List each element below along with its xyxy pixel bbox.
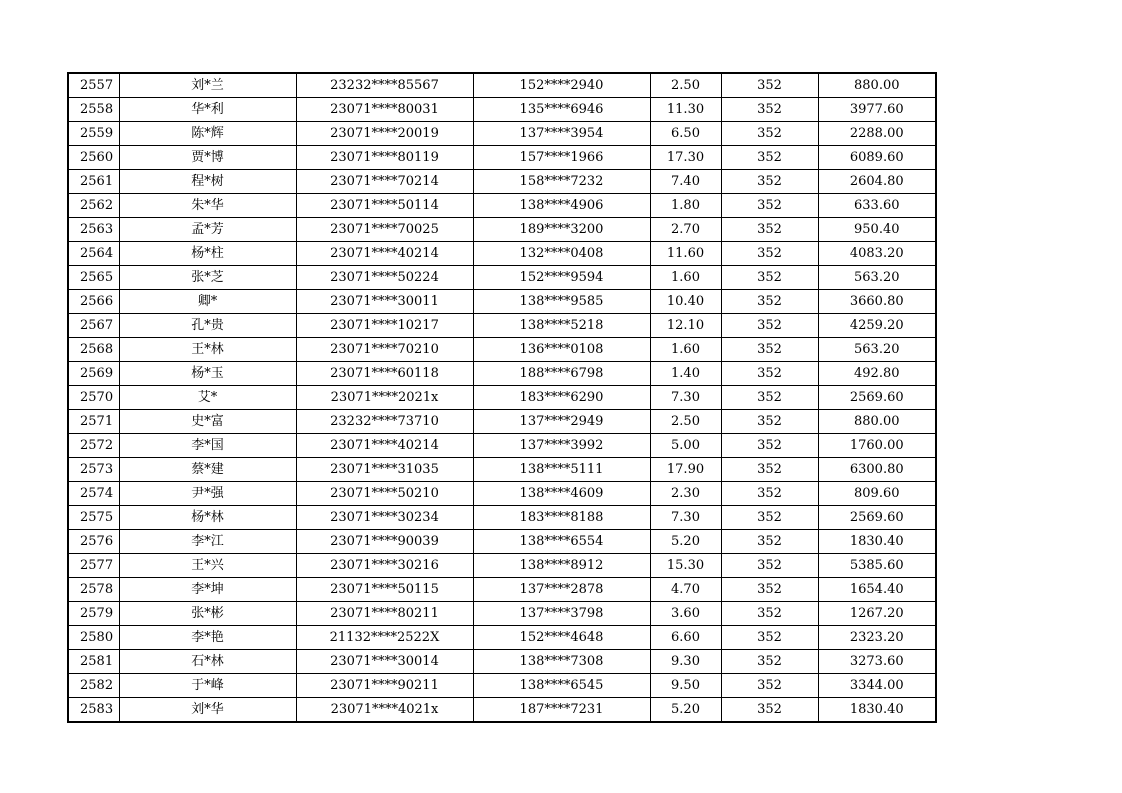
id-number-cell: 23071****90039 (296, 530, 473, 554)
unit-price-cell: 352 (721, 122, 818, 146)
row-number-cell: 2581 (68, 650, 119, 674)
quantity-cell: 5.20 (650, 530, 721, 554)
amount-cell: 2604.80 (818, 170, 936, 194)
row-number-cell: 2575 (68, 506, 119, 530)
row-number-cell: 2574 (68, 482, 119, 506)
unit-price-cell: 352 (721, 73, 818, 98)
row-number-cell: 2558 (68, 98, 119, 122)
row-number-cell: 2564 (68, 242, 119, 266)
table-row (68, 602, 936, 626)
id-number-cell: 23232****73710 (296, 410, 473, 434)
quantity-cell: 1.60 (650, 338, 721, 362)
name-cell: 李*国 (119, 434, 296, 458)
unit-price-cell: 352 (721, 482, 818, 506)
name-cell: 王*林 (119, 338, 296, 362)
unit-price-cell: 352 (721, 242, 818, 266)
table-row (68, 314, 936, 338)
unit-price-cell: 352 (721, 650, 818, 674)
quantity-cell: 17.90 (650, 458, 721, 482)
amount-cell: 3977.60 (818, 98, 936, 122)
id-number-cell: 23071****70214 (296, 170, 473, 194)
phone-cell: 137****3798 (473, 602, 650, 626)
table-row (68, 290, 936, 314)
quantity-cell: 15.30 (650, 554, 721, 578)
table-row (68, 458, 936, 482)
table-row (68, 194, 936, 218)
name-cell: 蔡*建 (119, 458, 296, 482)
id-number-cell: 23071****10217 (296, 314, 473, 338)
id-number-cell: 23071****30234 (296, 506, 473, 530)
unit-price-cell: 352 (721, 98, 818, 122)
id-number-cell: 23071****2021x (296, 386, 473, 410)
amount-cell: 6089.60 (818, 146, 936, 170)
row-number-cell: 2578 (68, 578, 119, 602)
row-number-cell: 2576 (68, 530, 119, 554)
phone-cell: 138****4609 (473, 482, 650, 506)
table-row (68, 410, 936, 434)
id-number-cell: 23071****80119 (296, 146, 473, 170)
amount-cell: 3273.60 (818, 650, 936, 674)
amount-cell: 563.20 (818, 266, 936, 290)
id-number-cell: 23071****70210 (296, 338, 473, 362)
id-number-cell: 23071****50210 (296, 482, 473, 506)
table-row (68, 146, 936, 170)
name-cell: 华*利 (119, 98, 296, 122)
id-number-cell: 23071****90211 (296, 674, 473, 698)
quantity-cell: 2.70 (650, 218, 721, 242)
name-cell: 杨*林 (119, 506, 296, 530)
row-number-cell: 2561 (68, 170, 119, 194)
unit-price-cell: 352 (721, 170, 818, 194)
unit-price-cell: 352 (721, 458, 818, 482)
name-cell: 李*坤 (119, 578, 296, 602)
phone-cell: 138****5218 (473, 314, 650, 338)
unit-price-cell: 352 (721, 146, 818, 170)
name-cell: 李*艳 (119, 626, 296, 650)
name-cell: 杨*柱 (119, 242, 296, 266)
quantity-cell: 11.60 (650, 242, 721, 266)
id-number-cell: 23071****80031 (296, 98, 473, 122)
phone-cell: 138****6554 (473, 530, 650, 554)
row-number-cell: 2571 (68, 410, 119, 434)
amount-cell: 1654.40 (818, 578, 936, 602)
name-cell: 尹*强 (119, 482, 296, 506)
amount-cell: 4259.20 (818, 314, 936, 338)
amount-cell: 1830.40 (818, 698, 936, 723)
quantity-cell: 12.10 (650, 314, 721, 338)
table-row (68, 530, 936, 554)
quantity-cell: 10.40 (650, 290, 721, 314)
name-cell: 朱*华 (119, 194, 296, 218)
quantity-cell: 9.30 (650, 650, 721, 674)
phone-cell: 183****6290 (473, 386, 650, 410)
phone-cell: 187****7231 (473, 698, 650, 723)
unit-price-cell: 352 (721, 218, 818, 242)
amount-cell: 492.80 (818, 362, 936, 386)
amount-cell: 3344.00 (818, 674, 936, 698)
id-number-cell: 21132****2522X (296, 626, 473, 650)
amount-cell: 5385.60 (818, 554, 936, 578)
table-row (68, 506, 936, 530)
id-number-cell: 23071****40214 (296, 242, 473, 266)
row-number-cell: 2583 (68, 698, 119, 723)
quantity-cell: 5.20 (650, 698, 721, 723)
unit-price-cell: 352 (721, 554, 818, 578)
amount-cell: 3660.80 (818, 290, 936, 314)
table-row (68, 266, 936, 290)
row-number-cell: 2567 (68, 314, 119, 338)
row-number-cell: 2566 (68, 290, 119, 314)
quantity-cell: 3.60 (650, 602, 721, 626)
amount-cell: 880.00 (818, 73, 936, 98)
quantity-cell: 11.30 (650, 98, 721, 122)
name-cell: 贾*博 (119, 146, 296, 170)
row-number-cell: 2580 (68, 626, 119, 650)
id-number-cell: 23071****50114 (296, 194, 473, 218)
phone-cell: 137****2878 (473, 578, 650, 602)
table-row (68, 626, 936, 650)
phone-cell: 189****3200 (473, 218, 650, 242)
amount-cell: 2569.60 (818, 386, 936, 410)
id-number-cell: 23071****30014 (296, 650, 473, 674)
phone-cell: 137****2949 (473, 410, 650, 434)
table-row (68, 218, 936, 242)
id-number-cell: 23071****50224 (296, 266, 473, 290)
amount-cell: 4083.20 (818, 242, 936, 266)
phone-cell: 157****1966 (473, 146, 650, 170)
row-number-cell: 2568 (68, 338, 119, 362)
amount-cell: 880.00 (818, 410, 936, 434)
phone-cell: 152****9594 (473, 266, 650, 290)
quantity-cell: 1.40 (650, 362, 721, 386)
id-number-cell: 23071****50115 (296, 578, 473, 602)
row-number-cell: 2577 (68, 554, 119, 578)
table-row (68, 650, 936, 674)
name-cell: 刘*华 (119, 698, 296, 723)
quantity-cell: 1.60 (650, 266, 721, 290)
name-cell: 张*芝 (119, 266, 296, 290)
amount-cell: 2323.20 (818, 626, 936, 650)
unit-price-cell: 352 (721, 314, 818, 338)
row-number-cell: 2569 (68, 362, 119, 386)
name-cell: 艾* (119, 386, 296, 410)
quantity-cell: 6.60 (650, 626, 721, 650)
name-cell: 李*江 (119, 530, 296, 554)
phone-cell: 138****8912 (473, 554, 650, 578)
quantity-cell: 7.40 (650, 170, 721, 194)
phone-cell: 158****7232 (473, 170, 650, 194)
unit-price-cell: 352 (721, 290, 818, 314)
row-number-cell: 2562 (68, 194, 119, 218)
amount-cell: 633.60 (818, 194, 936, 218)
id-number-cell: 23071****80211 (296, 602, 473, 626)
table-row (68, 434, 936, 458)
row-number-cell: 2559 (68, 122, 119, 146)
unit-price-cell: 352 (721, 194, 818, 218)
table-row (68, 170, 936, 194)
unit-price-cell: 352 (721, 338, 818, 362)
unit-price-cell: 352 (721, 434, 818, 458)
id-number-cell: 23071****30011 (296, 290, 473, 314)
table-row (68, 482, 936, 506)
name-cell: 于*峰 (119, 674, 296, 698)
phone-cell: 135****6946 (473, 98, 650, 122)
table-row (68, 362, 936, 386)
row-number-cell: 2563 (68, 218, 119, 242)
table-row (68, 73, 936, 98)
id-number-cell: 23071****30216 (296, 554, 473, 578)
row-number-cell: 2579 (68, 602, 119, 626)
amount-cell: 2569.60 (818, 506, 936, 530)
unit-price-cell: 352 (721, 506, 818, 530)
name-cell: 刘*兰 (119, 73, 296, 98)
phone-cell: 137****3954 (473, 122, 650, 146)
phone-cell: 138****7308 (473, 650, 650, 674)
row-number-cell: 2582 (68, 674, 119, 698)
name-cell: 张*彬 (119, 602, 296, 626)
amount-cell: 1267.20 (818, 602, 936, 626)
id-number-cell: 23232****85567 (296, 73, 473, 98)
table-row (68, 242, 936, 266)
name-cell: 石*林 (119, 650, 296, 674)
row-number-cell: 2560 (68, 146, 119, 170)
unit-price-cell: 352 (721, 410, 818, 434)
data-table (67, 72, 937, 723)
unit-price-cell: 352 (721, 578, 818, 602)
id-number-cell: 23071****20019 (296, 122, 473, 146)
row-number-cell: 2557 (68, 73, 119, 98)
table-row (68, 674, 936, 698)
unit-price-cell: 352 (721, 698, 818, 723)
name-cell: 史*富 (119, 410, 296, 434)
phone-cell: 137****3992 (473, 434, 650, 458)
phone-cell: 132****0408 (473, 242, 650, 266)
id-number-cell: 23071****4021x (296, 698, 473, 723)
table-body (68, 73, 936, 722)
table-row (68, 122, 936, 146)
name-cell: 孔*贵 (119, 314, 296, 338)
table-row (68, 554, 936, 578)
phone-cell: 138****5111 (473, 458, 650, 482)
quantity-cell: 4.70 (650, 578, 721, 602)
amount-cell: 2288.00 (818, 122, 936, 146)
table-row (68, 578, 936, 602)
table-row (68, 698, 936, 723)
amount-cell: 950.40 (818, 218, 936, 242)
amount-cell: 6300.80 (818, 458, 936, 482)
quantity-cell: 1.80 (650, 194, 721, 218)
name-cell: 杨*玉 (119, 362, 296, 386)
table-row (68, 338, 936, 362)
quantity-cell: 17.30 (650, 146, 721, 170)
phone-cell: 138****9585 (473, 290, 650, 314)
table-row (68, 386, 936, 410)
quantity-cell: 7.30 (650, 506, 721, 530)
name-cell: 卿* (119, 290, 296, 314)
row-number-cell: 2572 (68, 434, 119, 458)
row-number-cell: 2573 (68, 458, 119, 482)
amount-cell: 563.20 (818, 338, 936, 362)
quantity-cell: 2.50 (650, 73, 721, 98)
id-number-cell: 23071****40214 (296, 434, 473, 458)
quantity-cell: 9.50 (650, 674, 721, 698)
unit-price-cell: 352 (721, 386, 818, 410)
id-number-cell: 23071****31035 (296, 458, 473, 482)
name-cell: 孟*芳 (119, 218, 296, 242)
name-cell: 王*兴 (119, 554, 296, 578)
phone-cell: 188****6798 (473, 362, 650, 386)
id-number-cell: 23071****70025 (296, 218, 473, 242)
row-number-cell: 2570 (68, 386, 119, 410)
amount-cell: 809.60 (818, 482, 936, 506)
phone-cell: 183****8188 (473, 506, 650, 530)
unit-price-cell: 352 (721, 266, 818, 290)
name-cell: 程*树 (119, 170, 296, 194)
quantity-cell: 5.00 (650, 434, 721, 458)
quantity-cell: 2.50 (650, 410, 721, 434)
unit-price-cell: 352 (721, 602, 818, 626)
unit-price-cell: 352 (721, 362, 818, 386)
amount-cell: 1830.40 (818, 530, 936, 554)
quantity-cell: 7.30 (650, 386, 721, 410)
phone-cell: 152****2940 (473, 73, 650, 98)
quantity-cell: 6.50 (650, 122, 721, 146)
id-number-cell: 23071****60118 (296, 362, 473, 386)
unit-price-cell: 352 (721, 674, 818, 698)
phone-cell: 138****6545 (473, 674, 650, 698)
quantity-cell: 2.30 (650, 482, 721, 506)
unit-price-cell: 352 (721, 530, 818, 554)
phone-cell: 138****4906 (473, 194, 650, 218)
amount-cell: 1760.00 (818, 434, 936, 458)
phone-cell: 152****4648 (473, 626, 650, 650)
table-row (68, 98, 936, 122)
row-number-cell: 2565 (68, 266, 119, 290)
unit-price-cell: 352 (721, 626, 818, 650)
name-cell: 陈*辉 (119, 122, 296, 146)
phone-cell: 136****0108 (473, 338, 650, 362)
